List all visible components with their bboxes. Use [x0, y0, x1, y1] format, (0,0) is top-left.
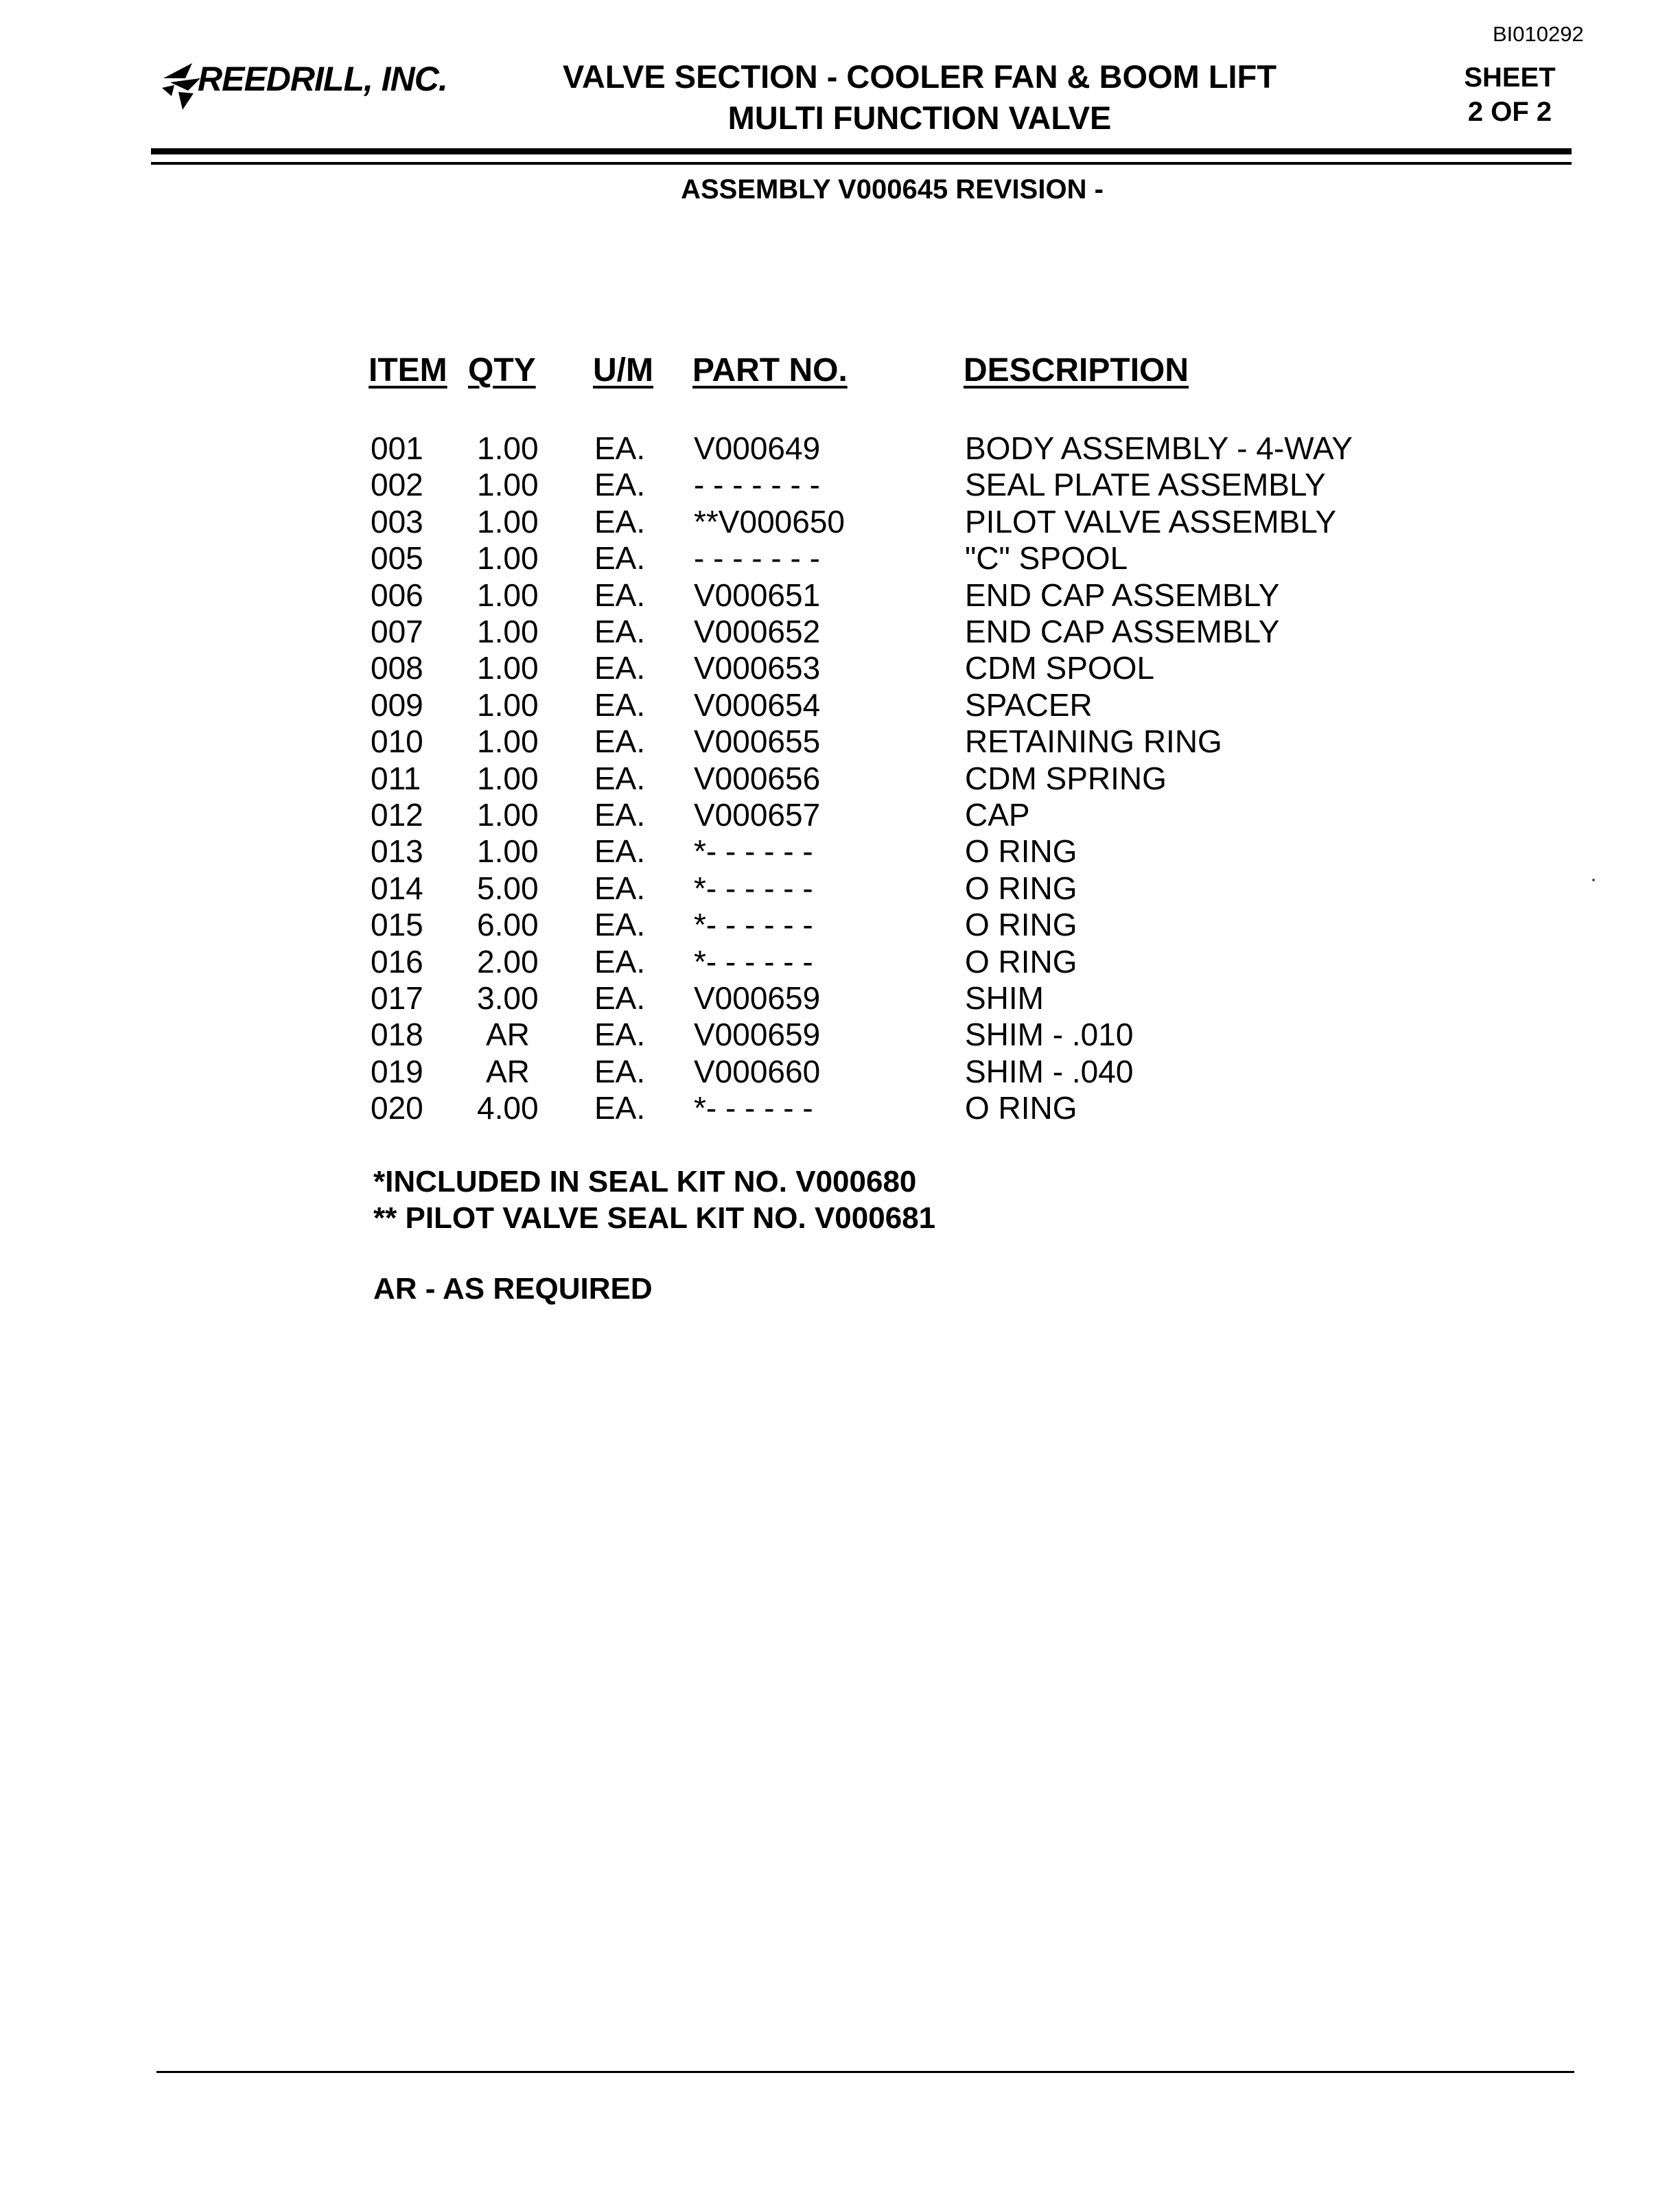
- um-cell: EA.: [594, 907, 646, 943]
- item-cell: 011: [371, 760, 421, 796]
- description-cell: END CAP ASSEMBLY: [965, 577, 1280, 613]
- table-row: [0, 796, 1680, 833]
- qty-cell: 5.00: [477, 870, 539, 906]
- stray-mark: [1592, 879, 1595, 881]
- part-number-cell: V000651: [694, 577, 821, 613]
- table-row: [0, 906, 1680, 943]
- item-cell: 008: [371, 650, 423, 686]
- part-number-cell: **V000650: [694, 503, 845, 540]
- item-cell: 016: [371, 943, 423, 980]
- part-number-cell: *- - - - - -: [694, 907, 813, 943]
- table-row: [0, 870, 1680, 907]
- um-cell: EA.: [594, 723, 646, 760]
- qty-cell: 1.00: [477, 833, 539, 870]
- table-row: [0, 613, 1680, 650]
- part-number-cell: V000659: [694, 980, 821, 1016]
- header-rule-thick: [151, 148, 1572, 154]
- qty-cell: 1.00: [477, 430, 539, 466]
- document-id: BI010292: [1493, 22, 1584, 46]
- um-cell: EA.: [594, 980, 646, 1016]
- description-cell: "C" SPOOL: [965, 540, 1128, 577]
- title-line-1: VALVE SECTION - COOLER FAN & BOOM LIFT: [562, 58, 1277, 95]
- qty-cell: AR: [486, 1017, 530, 1053]
- um-cell: EA.: [594, 540, 646, 577]
- header-rule-thin: [151, 162, 1572, 165]
- part-number-cell: *- - - - - -: [694, 1090, 813, 1126]
- table-row: [0, 466, 1680, 503]
- qty-cell: 1.00: [477, 797, 539, 833]
- column-header-description: DESCRIPTION: [964, 352, 1189, 389]
- qty-cell: 3.00: [477, 980, 539, 1016]
- footer-rule: [156, 2071, 1574, 2073]
- item-cell: 005: [371, 540, 423, 577]
- column-header-qty: QTY: [468, 352, 536, 389]
- table-row: [0, 980, 1680, 1017]
- description-cell: RETAINING RING: [965, 723, 1222, 760]
- description-cell: O RING: [965, 833, 1077, 870]
- item-cell: 015: [371, 907, 423, 943]
- qty-cell: 1.00: [477, 686, 539, 723]
- part-number-cell: - - - - - - -: [694, 467, 820, 503]
- as-required-note: AR - AS REQUIRED: [373, 1272, 653, 1306]
- um-cell: EA.: [594, 760, 646, 796]
- part-number-cell: V000652: [694, 614, 821, 649]
- description-cell: O RING: [965, 943, 1077, 980]
- part-number-cell: V000657: [694, 797, 821, 833]
- part-number-cell: - - - - - - -: [694, 540, 820, 577]
- table-row: [0, 649, 1680, 686]
- table-row: [0, 1053, 1680, 1090]
- um-cell: EA.: [594, 503, 646, 540]
- description-cell: PILOT VALVE ASSEMBLY: [965, 503, 1337, 540]
- sheet-info: [1427, 60, 1592, 129]
- item-cell: 012: [371, 797, 423, 833]
- qty-cell: 1.00: [477, 503, 539, 540]
- um-cell: EA.: [594, 1053, 646, 1089]
- part-number-cell: V000656: [694, 760, 821, 796]
- column-header-part-no: PART NO.: [692, 352, 848, 389]
- table-row: [0, 540, 1680, 577]
- sheet-label: SHEET: [1464, 62, 1556, 93]
- part-number-cell: *- - - - - -: [694, 943, 813, 980]
- title-line-2: MULTI FUNCTION VALVE: [727, 100, 1112, 136]
- qty-cell: 1.00: [477, 540, 539, 577]
- um-cell: EA.: [594, 430, 646, 466]
- part-number-cell: *- - - - - -: [694, 870, 813, 906]
- item-cell: 009: [371, 686, 423, 723]
- um-cell: EA.: [594, 467, 646, 503]
- assembly-heading: ASSEMBLY V000645 REVISION -: [681, 174, 1104, 205]
- item-cell: 001: [371, 430, 423, 466]
- description-cell: CDM SPOOL: [965, 650, 1155, 686]
- item-cell: 010: [371, 723, 423, 760]
- qty-cell: 6.00: [477, 907, 539, 943]
- qty-cell: 1.00: [477, 650, 539, 686]
- part-number-cell: V000659: [694, 1017, 821, 1053]
- item-cell: 003: [371, 503, 423, 540]
- description-cell: O RING: [965, 870, 1077, 906]
- sheet-number: 2 OF 2: [1467, 97, 1552, 127]
- seal-kit-note: *INCLUDED IN SEAL KIT NO. V000680: [373, 1165, 917, 1198]
- item-cell: 020: [371, 1090, 423, 1126]
- um-cell: EA.: [594, 943, 646, 980]
- qty-cell: 1.00: [477, 614, 539, 649]
- description-cell: O RING: [965, 907, 1077, 943]
- table-row: [0, 760, 1680, 797]
- table-row: [0, 833, 1680, 870]
- description-cell: END CAP ASSEMBLY: [965, 614, 1280, 649]
- description-cell: SHIM: [965, 980, 1044, 1016]
- part-number-cell: V000653: [694, 650, 821, 686]
- table-row: [0, 723, 1680, 760]
- part-number-cell: V000649: [694, 430, 821, 466]
- description-cell: CDM SPRING: [965, 760, 1167, 796]
- um-cell: EA.: [594, 577, 646, 613]
- item-cell: 017: [371, 980, 423, 1016]
- table-row: [0, 503, 1680, 540]
- column-header-um: U/M: [593, 352, 653, 389]
- part-number-cell: V000655: [694, 723, 821, 760]
- qty-cell: 1.00: [477, 467, 539, 503]
- document-title: [480, 56, 1359, 139]
- description-cell: SHIM - .010: [965, 1017, 1134, 1053]
- qty-cell: 4.00: [477, 1090, 539, 1126]
- part-number-cell: V000660: [694, 1053, 821, 1089]
- item-cell: 006: [371, 577, 423, 613]
- item-cell: 019: [371, 1053, 423, 1089]
- part-number-cell: V000654: [694, 686, 821, 723]
- qty-cell: 1.00: [477, 577, 539, 613]
- um-cell: EA.: [594, 614, 646, 649]
- company-name: REEDRILL, INC.: [198, 60, 447, 98]
- item-cell: 007: [371, 614, 423, 649]
- um-cell: EA.: [594, 1017, 646, 1053]
- um-cell: EA.: [594, 870, 646, 906]
- um-cell: EA.: [594, 833, 646, 870]
- table-row: [0, 430, 1680, 467]
- table-row: [0, 686, 1680, 723]
- qty-cell: AR: [486, 1053, 530, 1089]
- item-cell: 014: [371, 870, 423, 906]
- description-cell: CAP: [965, 797, 1030, 833]
- table-row: [0, 1089, 1680, 1126]
- qty-cell: 2.00: [477, 943, 539, 980]
- part-number-cell: *- - - - - -: [694, 833, 813, 870]
- qty-cell: 1.00: [477, 760, 539, 796]
- description-cell: BODY ASSEMBLY - 4-WAY: [965, 430, 1353, 466]
- um-cell: EA.: [594, 650, 646, 686]
- table-row: [0, 577, 1680, 614]
- pilot-kit-note: ** PILOT VALVE SEAL KIT NO. V000681: [373, 1201, 936, 1235]
- company-logo: [158, 58, 460, 119]
- item-cell: 002: [371, 467, 423, 503]
- qty-cell: 1.00: [477, 723, 539, 760]
- description-cell: O RING: [965, 1090, 1077, 1126]
- item-cell: 013: [371, 833, 423, 870]
- um-cell: EA.: [594, 686, 646, 723]
- um-cell: EA.: [594, 797, 646, 833]
- table-row: [0, 1016, 1680, 1053]
- description-cell: SPACER: [965, 686, 1093, 723]
- description-cell: SEAL PLATE ASSEMBLY: [965, 467, 1326, 503]
- description-cell: SHIM - .040: [965, 1053, 1134, 1089]
- um-cell: EA.: [594, 1090, 646, 1126]
- item-cell: 018: [371, 1017, 423, 1053]
- table-row: [0, 943, 1680, 980]
- column-header-item: ITEM: [369, 352, 447, 389]
